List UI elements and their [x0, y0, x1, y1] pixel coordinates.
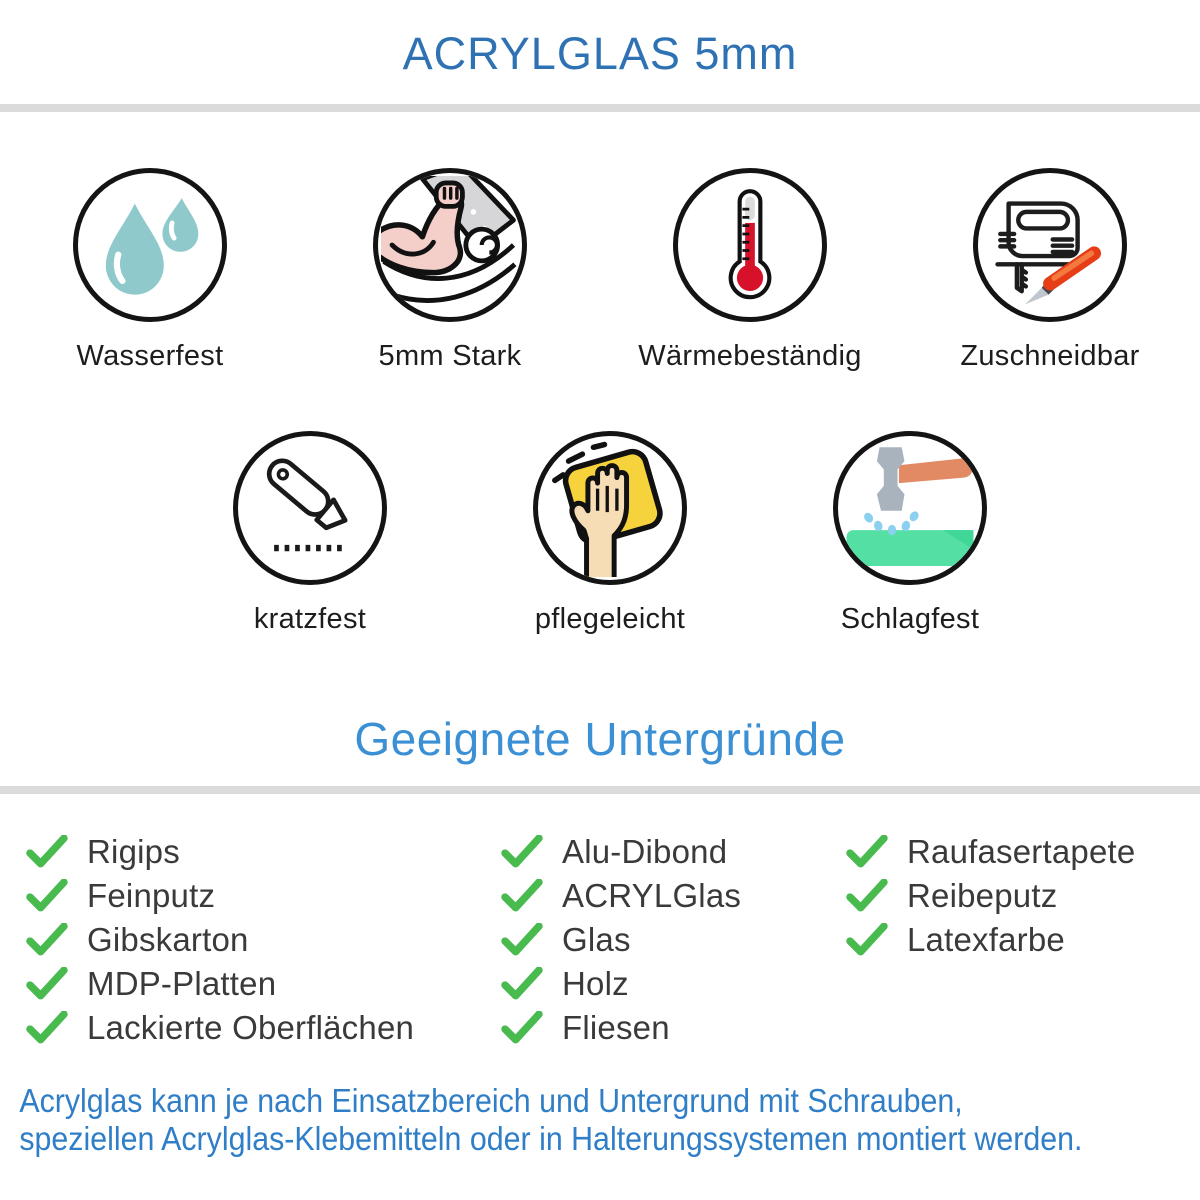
hand-wiping-cloth-icon — [533, 431, 687, 585]
substrate-label: Rigips — [87, 833, 180, 870]
substrate-label: Lackierte Oberflächen — [87, 1009, 415, 1046]
substrate-item — [25, 918, 500, 962]
substrate-item — [25, 962, 500, 1006]
checkmark-icon — [500, 835, 544, 869]
substrate-label: Reibeputz — [907, 877, 1058, 914]
hammer-impact-icon — [833, 431, 987, 585]
substrate-label: Holz — [562, 965, 629, 1002]
substrate-label: MDP-Platten — [87, 965, 277, 1002]
substrate-item — [500, 918, 845, 962]
feature-5mm-stark — [300, 168, 600, 373]
features-row-1 — [0, 168, 1200, 373]
mounting-note — [0, 1082, 1104, 1158]
mounting-note-line1: Acrylglas kann je nach Einsatzbereich und Untergrund mit Schrauben, — [19, 1082, 963, 1119]
substrate-label: Glas — [562, 921, 631, 958]
substrates-column-3 — [845, 830, 1200, 1050]
substrate-label: Feinputz — [87, 877, 216, 914]
divider-middle — [0, 786, 1200, 794]
checkmark-icon — [500, 923, 544, 957]
cutter-knife-icon — [233, 431, 387, 585]
mounting-note-line2: speziellen Acrylglas-Klebemitteln oder in Halterungssystemen montiert werden. — [19, 1120, 1083, 1157]
substrates-title: Geeignete Untergründe — [354, 713, 846, 765]
feature-waermebestaendig — [600, 168, 900, 373]
checkmark-icon — [845, 923, 889, 957]
muscle-arm-material-icon — [373, 168, 527, 322]
substrate-label: Gibskarton — [87, 921, 249, 958]
checkmark-icon — [25, 923, 69, 957]
substrate-label: Raufasertapete — [907, 833, 1136, 870]
feature-pflegeleicht — [460, 431, 760, 636]
feature-wasserfest — [0, 168, 300, 373]
substrate-item — [25, 830, 500, 874]
jigsaw-and-knife-icon — [973, 168, 1127, 322]
substrate-item — [500, 1006, 845, 1050]
substrate-item — [500, 830, 845, 874]
thermometer-icon — [673, 168, 827, 322]
substrate-item — [25, 874, 500, 918]
substrate-item — [845, 874, 1200, 918]
substrate-label: Fliesen — [562, 1009, 670, 1046]
checkmark-icon — [500, 967, 544, 1001]
feature-label: Zuschneidbar — [960, 340, 1140, 372]
substrate-label: Alu-Dibond — [562, 833, 728, 870]
divider-top — [0, 104, 1200, 112]
checkmark-icon — [845, 879, 889, 913]
checkmark-icon — [25, 1011, 69, 1045]
substrate-item — [845, 918, 1200, 962]
substrate-label: Latexfarbe — [907, 921, 1065, 958]
substrate-item — [845, 830, 1200, 874]
substrates-column-1 — [25, 830, 500, 1050]
checkmark-icon — [500, 1011, 544, 1045]
water-drops-icon — [73, 168, 227, 322]
feature-label: kratzfest — [253, 603, 367, 635]
checkmark-icon — [500, 879, 544, 913]
substrate-label: ACRYLGlas — [562, 877, 742, 914]
checkmark-icon — [845, 835, 889, 869]
substrates-column-2 — [500, 830, 845, 1050]
feature-zuschneidbar — [900, 168, 1200, 373]
features-row-2 — [160, 431, 1060, 636]
substrate-item — [25, 1006, 500, 1050]
substrates-list — [0, 830, 1200, 1050]
feature-label: Wärmebeständig — [638, 340, 862, 372]
checkmark-icon — [25, 879, 69, 913]
checkmark-icon — [25, 835, 69, 869]
feature-label: 5mm Stark — [378, 340, 522, 372]
feature-label: Wasserfest — [76, 340, 224, 372]
feature-label: pflegeleicht — [534, 603, 686, 635]
substrate-item — [500, 962, 845, 1006]
substrate-item — [500, 874, 845, 918]
page-title: ACRYLGLAS 5mm — [402, 28, 798, 79]
checkmark-icon — [25, 967, 69, 1001]
feature-schlagfest — [760, 431, 1060, 636]
feature-kratzfest — [160, 431, 460, 636]
feature-label: Schlagfest — [840, 603, 980, 635]
